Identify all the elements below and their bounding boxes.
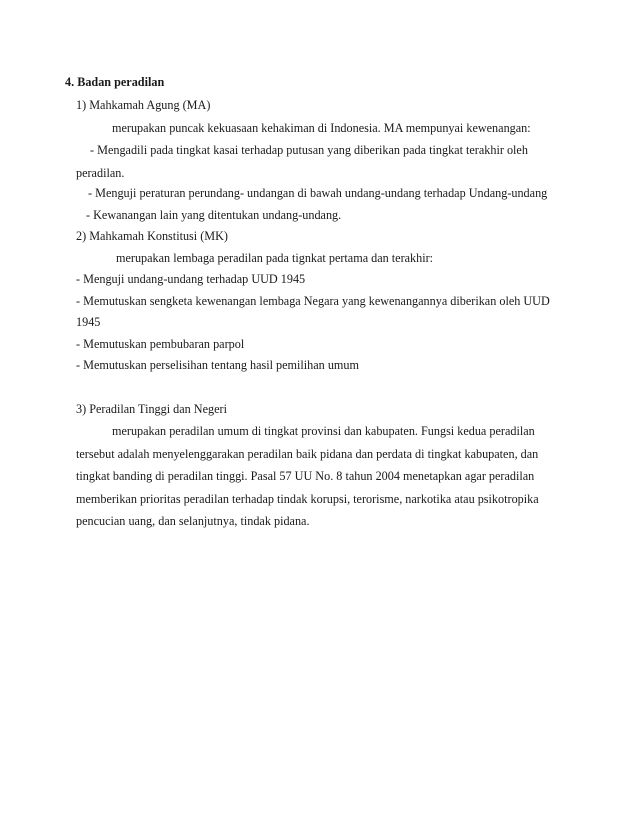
pt-title: 3) Peradilan Tinggi dan Negeri — [76, 402, 227, 416]
mk-title: 2) Mahkamah Konstitusi (MK) — [76, 229, 228, 243]
pt-paragraph-line-4: memberikan prioritas peradilan terhadap tindak korupsi, terorisme, narkotika atau psikotropika — [76, 492, 539, 506]
mk-item-4: - Memutuskan perselisihan tentang hasil pemilihan umum — [76, 358, 359, 372]
pt-paragraph-line-1: merupakan peradilan umum di tingkat provinsi dan kabupaten. Fungsi kedua peradilan — [112, 424, 535, 438]
mk-item-2-line-1: - Memutuskan sengketa kewenangan lembaga Negara yang kewenangannya diberikan oleh UUD — [76, 294, 550, 308]
mk-item-2-line-2: 1945 — [76, 315, 101, 329]
pt-paragraph-line-2: tersebut adalah menyelenggarakan peradilan baik pidana dan perdata di tingkat kabupaten, dan — [76, 447, 539, 461]
mk-intro: merupakan lembaga peradilan pada tignkat pertama dan terakhir: — [116, 251, 434, 265]
mk-item-3: - Memutuskan pembubaran parpol — [76, 337, 245, 351]
ma-item-1-line-1: - Mengadili pada tingkat kasai terhadap putusan yang diberikan pada tingkat terakhir oleh — [90, 143, 528, 157]
ma-item-3: - Kewanangan lain yang ditentukan undang-undang. — [86, 208, 342, 222]
ma-title: 1) Mahkamah Agung (MA) — [76, 98, 211, 112]
section-heading: 4. Badan peradilan — [65, 75, 165, 89]
mk-item-1: - Menguji undang-undang terhadap UUD 1945 — [76, 272, 306, 286]
pt-paragraph-line-3: tingkat banding di peradilan tinggi. Pasal 57 UU No. 8 tahun 2004 menetapkan agar peradilan — [76, 469, 535, 483]
ma-intro: merupakan puncak kekuasaan kehakiman di Indonesia. MA mempunyai kewenangan: — [112, 121, 531, 135]
pt-paragraph-line-5: pencucian uang, dan selanjutnya, tindak pidana. — [76, 514, 310, 528]
ma-item-1-line-2: peradilan. — [76, 166, 125, 180]
ma-item-2: - Menguji peraturan perundang- undangan di bawah undang-undang terhadap Undang-undang — [88, 186, 548, 200]
